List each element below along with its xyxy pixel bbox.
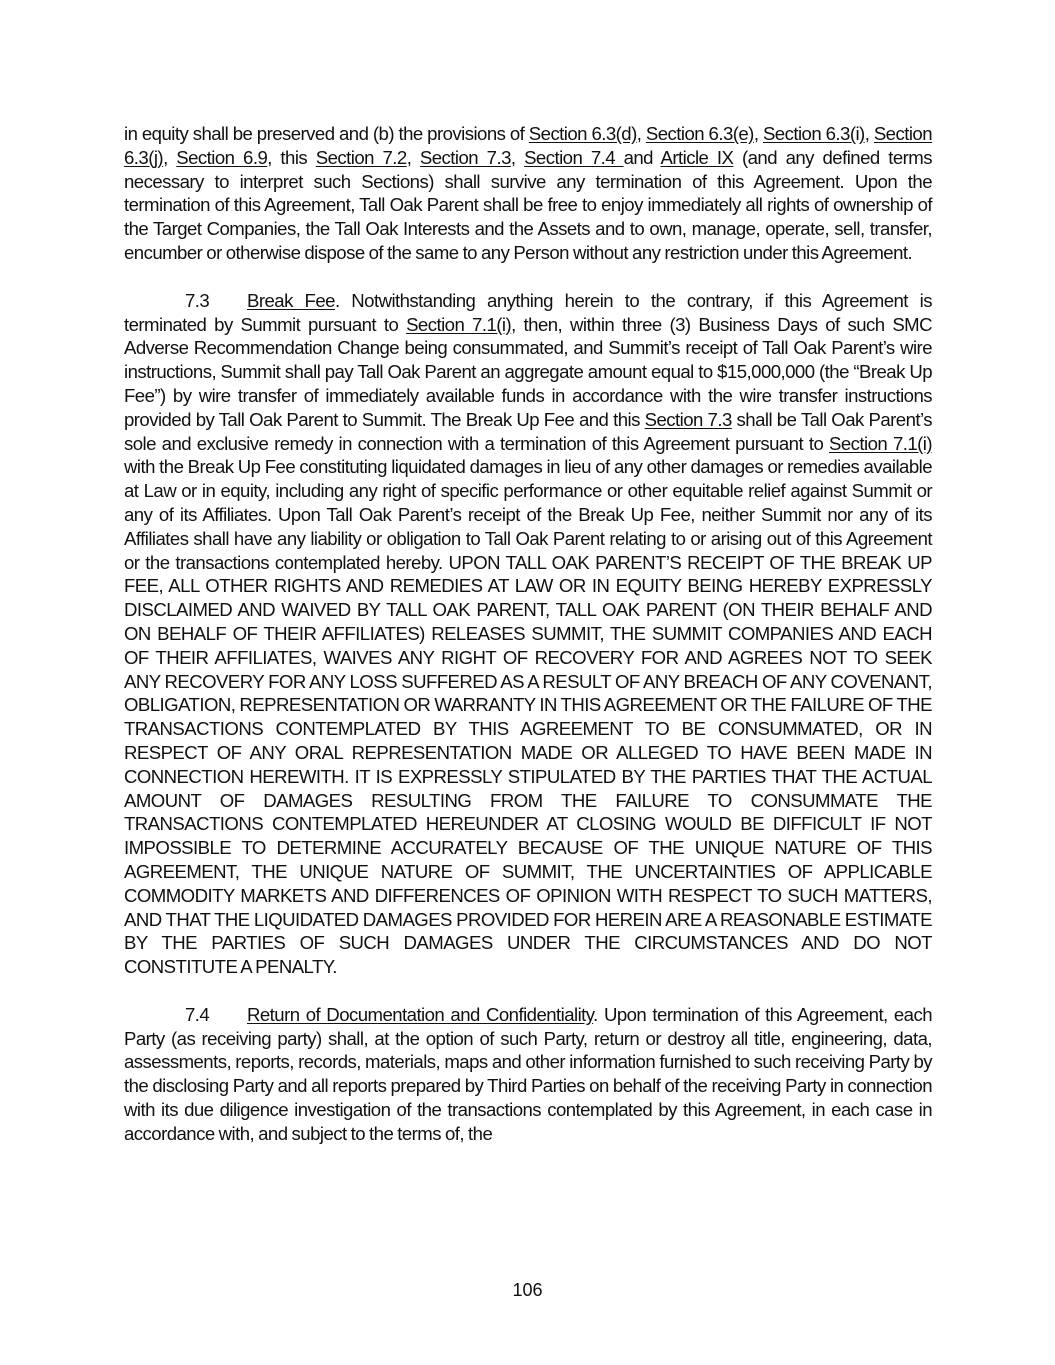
text-run: shall be Tall Oak Parent’s sole and exclusive remedy in connection with a termination of this Agreement pursuant to [124, 408, 932, 454]
section-7-3-break-fee [124, 289, 932, 979]
document-page [124, 122, 932, 1146]
text-run: , [753, 123, 763, 144]
text-run: in equity shall be preserved and (b) the provisions of [124, 123, 529, 144]
text-run: , this [267, 146, 316, 168]
conspicuous-disclaimer-text: UPON TALL OAK PARENT’S RECEIPT OF THE BREAK UP FEE, ALL OTHER RIGHTS AND REMEDIES AT LAW OR IN EQUITY BEING HEREBY EXPRESSLY DISCLAIMED AND WAIVED BY TALL OAK PARENT, TALL OAK PARENT (ON THEIR BEHALF AND ON BEHALF OF THEIR AFFILIATES) RELEASES SUMMIT, THE SUMMIT COMPANIES AND EACH OF THEIR AFFILIATES, WAIVES ANY RIGHT OF RECOVERY FOR AND AGREES NOT TO SEEK ANY RECOVERY FOR ANY LOSS SUFFERED AS A RESULT OF ANY BREACH OF ANY COVENANT, OBLIGATION, REPRESENTATION OR WARRANTY IN THIS AGREEMENT OR THE FAILURE OF THE TRANSACTIONS CONTEMPLATED BY THIS AGREEMENT TO BE CONSUMMATED, OR IN RESPECT OF ANY ORAL REPRESENTATION MADE OR ALLEGED TO HAVE BEEN MADE IN CONNECTION HEREWITH. IT IS EXPRESSLY STIPULATED BY THE PARTIES THAT THE ACTUAL AMOUNT OF DAMAGES RESULTING FROM THE FAILURE TO CONSUMMATE THE TRANSACTIONS CONTEMPLATED HEREUNDER AT CLOSING WOULD BE DIFFICULT IF NOT IMPOSSIBLE TO DETERMINE ACCURATELY BECAUSE OF THE UNIQUE NATURE OF THIS AGREEMENT, THE UNIQUE NATURE OF SUMMIT, THE UNCERTAINTIES OF APPLICABLE COMMODITY MARKETS AND DIFFERENCES OF OPINION WITH RESPECT TO SUCH MATTERS, AND THAT THE LIQUIDATED DAMAGES PROVIDED FOR HEREIN ARE A REASONABLE ESTIMATE BY THE PARTIES OF SUCH DAMAGES UNDER THE CIRCUMSTANCES AND DO NOT CONSTITUTE A PENALTY. [124, 551, 933, 978]
paragraph-spacer [124, 979, 932, 1003]
cross-reference-section-6-3-e: Section 6.3(e) [645, 123, 754, 144]
text-run: . Notwithstanding anything herein to the contrary, if this Agreement is terminated by Summit pursuant to [124, 289, 932, 335]
text-run: , [636, 123, 646, 144]
section-heading: Break Fee [247, 289, 335, 311]
text-run: , [163, 146, 177, 168]
section-number: 7.3 [185, 289, 210, 311]
text-run: and [623, 146, 661, 168]
cross-reference-section-6-9: Section 6.9 [176, 146, 268, 168]
cross-reference-section-6-3-d: Section 6.3(d) [528, 123, 637, 144]
text-run: , [510, 146, 525, 168]
cross-reference-section-7-1-i: Section 7.1(i) [829, 432, 933, 454]
cross-reference-section-6-3-j: Section 6.3(j) [124, 123, 932, 168]
section-7-4-return-of-documentation [124, 1003, 932, 1146]
text-run: , [406, 146, 420, 168]
page-number: 106 [512, 1280, 543, 1300]
cross-reference-section-7-2: Section 7.2 [315, 146, 407, 168]
section-heading: Return of Documentation and Confidentiality [247, 1003, 594, 1025]
text-run: (and any defined terms necessary to interpret such Sections) shall survive any termination of this Agreement. Upon the termination of this Agreement, Tall Oak Parent shall be free to enjoy immediately all rights of ownership of the Target Companies, the Tall Oak Interests and the Assets and to own, manage, operate, sell, transfer, encumber or otherwise dispose of the same to any Person without any restriction under this Agreement. [124, 146, 932, 263]
text-run: , [864, 123, 874, 144]
cross-reference-section-6-3-i: Section 6.3(i) [762, 123, 865, 144]
cross-reference-section-7-3: Section 7.3 [419, 146, 511, 168]
cross-reference-article-ix: Article IX [660, 146, 734, 168]
section-number: 7.4 [185, 1003, 210, 1025]
paragraph-section-7-2-continued [124, 122, 932, 265]
text-run: . Upon termination of this Agreement, each Party (as receiving party) shall, at the option of such Party, return or destroy all title, engineering, data, assessments, reports, records, materials, maps and other information furnished to such receiving Party by the disclosing Party and all reports prepared by Third Parties on behalf of the receiving Party in connection with its due diligence investigation of the transactions contemplated by this Agreement, in each case in accordance with, and subject to the terms of, the [124, 1003, 932, 1144]
text-run: , then, within three (3) Business Days of such SMC Adverse Recommendation Change being consummated, and Summit’s receipt of Tall Oak Parent’s wire instructions, Summit shall pay Tall Oak Parent an aggregate amount equal to $15,000,000 (the “Break Up Fee”) by wire transfer of immediately available funds in accordance with the wire transfer instructions provided by Tall Oak Parent to Summit. The Break Up Fee and this [124, 313, 933, 430]
cross-reference-section-7-1-i: Section 7.1(i) [406, 313, 512, 335]
cross-reference-section-7-4: Section 7.4 [524, 146, 624, 168]
cross-reference-section-7-3: Section 7.3 [644, 408, 732, 430]
text-run: with the Break Up Fee constituting liquidated damages in lieu of any other damages or remedies available at Law or in equity, including any right of specific performance or other equitable relief against Summit or any of its Affiliates. Upon Tall Oak Parent’s receipt of the Break Up Fee, neither Summit nor any of its Affiliates shall have any liability or obligation to Tall Oak Parent relating to or arising out of this Agreement or the transactions contemplated hereby. [124, 456, 932, 573]
paragraph-spacer [124, 265, 932, 289]
